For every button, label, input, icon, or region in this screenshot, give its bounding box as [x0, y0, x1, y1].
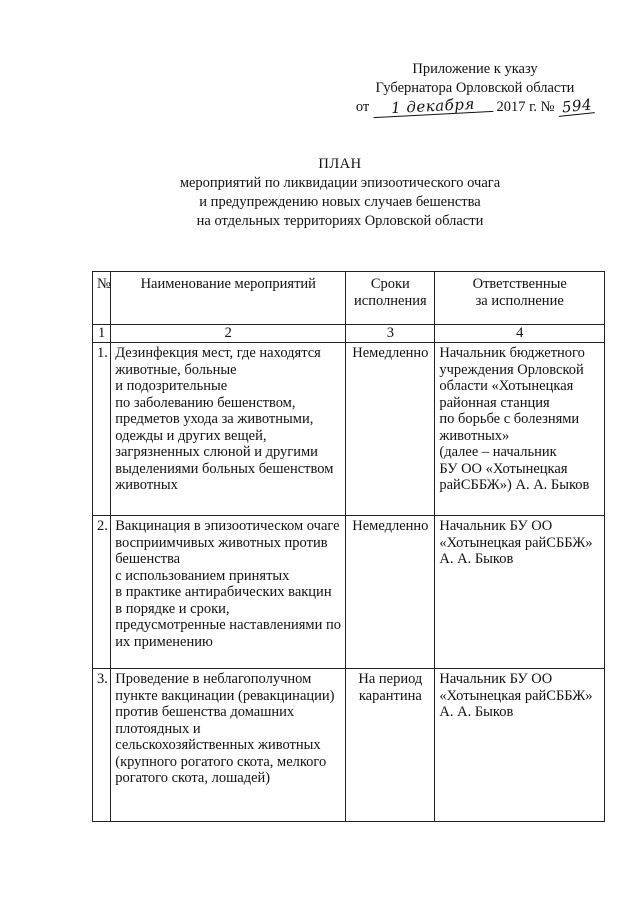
table-row: [93, 343, 605, 516]
column-number-row: [93, 325, 605, 343]
header-name: Наименование мероприятий: [111, 272, 346, 325]
appendix-header: [330, 60, 620, 117]
table-row: [93, 669, 605, 822]
header-number: №: [93, 272, 111, 325]
row-term: На период карантина: [346, 669, 435, 822]
handwritten-date: 1 декабря: [373, 95, 494, 118]
row-responsible: Начальник БУ ОО «Хотынецкая райСББЖ» А. А. Быков: [435, 669, 605, 822]
row-number: 3.: [93, 669, 111, 822]
appendix-line2: Губернатора Орловской области: [375, 80, 575, 96]
row-responsible: Начальник БУ ОО «Хотынецкая райСББЖ» А. А. Быков: [435, 516, 605, 669]
header-responsible: Ответственные за исполнение: [435, 272, 605, 325]
column-number: 3: [346, 325, 435, 343]
plan-table: [92, 271, 605, 822]
table-row: [93, 516, 605, 669]
row-number: 2.: [93, 516, 111, 669]
row-term: Немедленно: [346, 516, 435, 669]
title-heading: ПЛАН: [318, 156, 362, 172]
appendix-year: 2017 г. №: [496, 99, 555, 115]
column-number: 4: [435, 325, 605, 343]
title-line2: и предупреждению новых случаев бешенства: [199, 194, 481, 210]
handwritten-number: 594: [557, 96, 595, 117]
title-line1: мероприятий по ликвидации эпизоотического очага: [179, 175, 501, 191]
row-responsible: Начальник бюджетного учреждения Орловской области «Хотынецкая районная станция по борьбе с болезнями животных» (далее – начальник БУ ОО «Хотынецкая райСББЖ») А. А. Быков: [435, 343, 605, 516]
appendix-line1: Приложение к указу: [412, 61, 538, 77]
header-term: Сроки исполнения: [346, 272, 435, 325]
column-number: 1: [93, 325, 111, 343]
document-title: [60, 155, 620, 231]
title-line3: на отдельных территориях Орловской области: [196, 213, 484, 229]
appendix-prefix: от: [355, 99, 370, 115]
row-term: Немедленно: [346, 343, 435, 516]
row-activity: Проведение в неблагополучном пункте вакцинации (ревакцинации) против бешенства домашних плотоядных и сельскохозяйственных животных (крупного рогатого скота, мелкого рогатого скота, лошадей): [111, 669, 346, 822]
row-activity: Вакцинация в эпизоотическом очаге восприимчивых животных против бешенства с использованием принятых в практике антирабических вакцин в порядке и сроки, предусмотренные наставлениями по их применению: [111, 516, 346, 669]
appendix-date-line: [330, 94, 620, 118]
column-number: 2: [111, 325, 346, 343]
row-number: 1.: [93, 343, 111, 516]
table-header-row: [93, 272, 605, 325]
row-activity: Дезинфекция мест, где находятся животные, больные и подозрительные по заболеванию бешенством, предметов ухода за животными, одежды и других вещей, загрязненных слюной и другими выделениями больных бешенством животных: [111, 343, 346, 516]
